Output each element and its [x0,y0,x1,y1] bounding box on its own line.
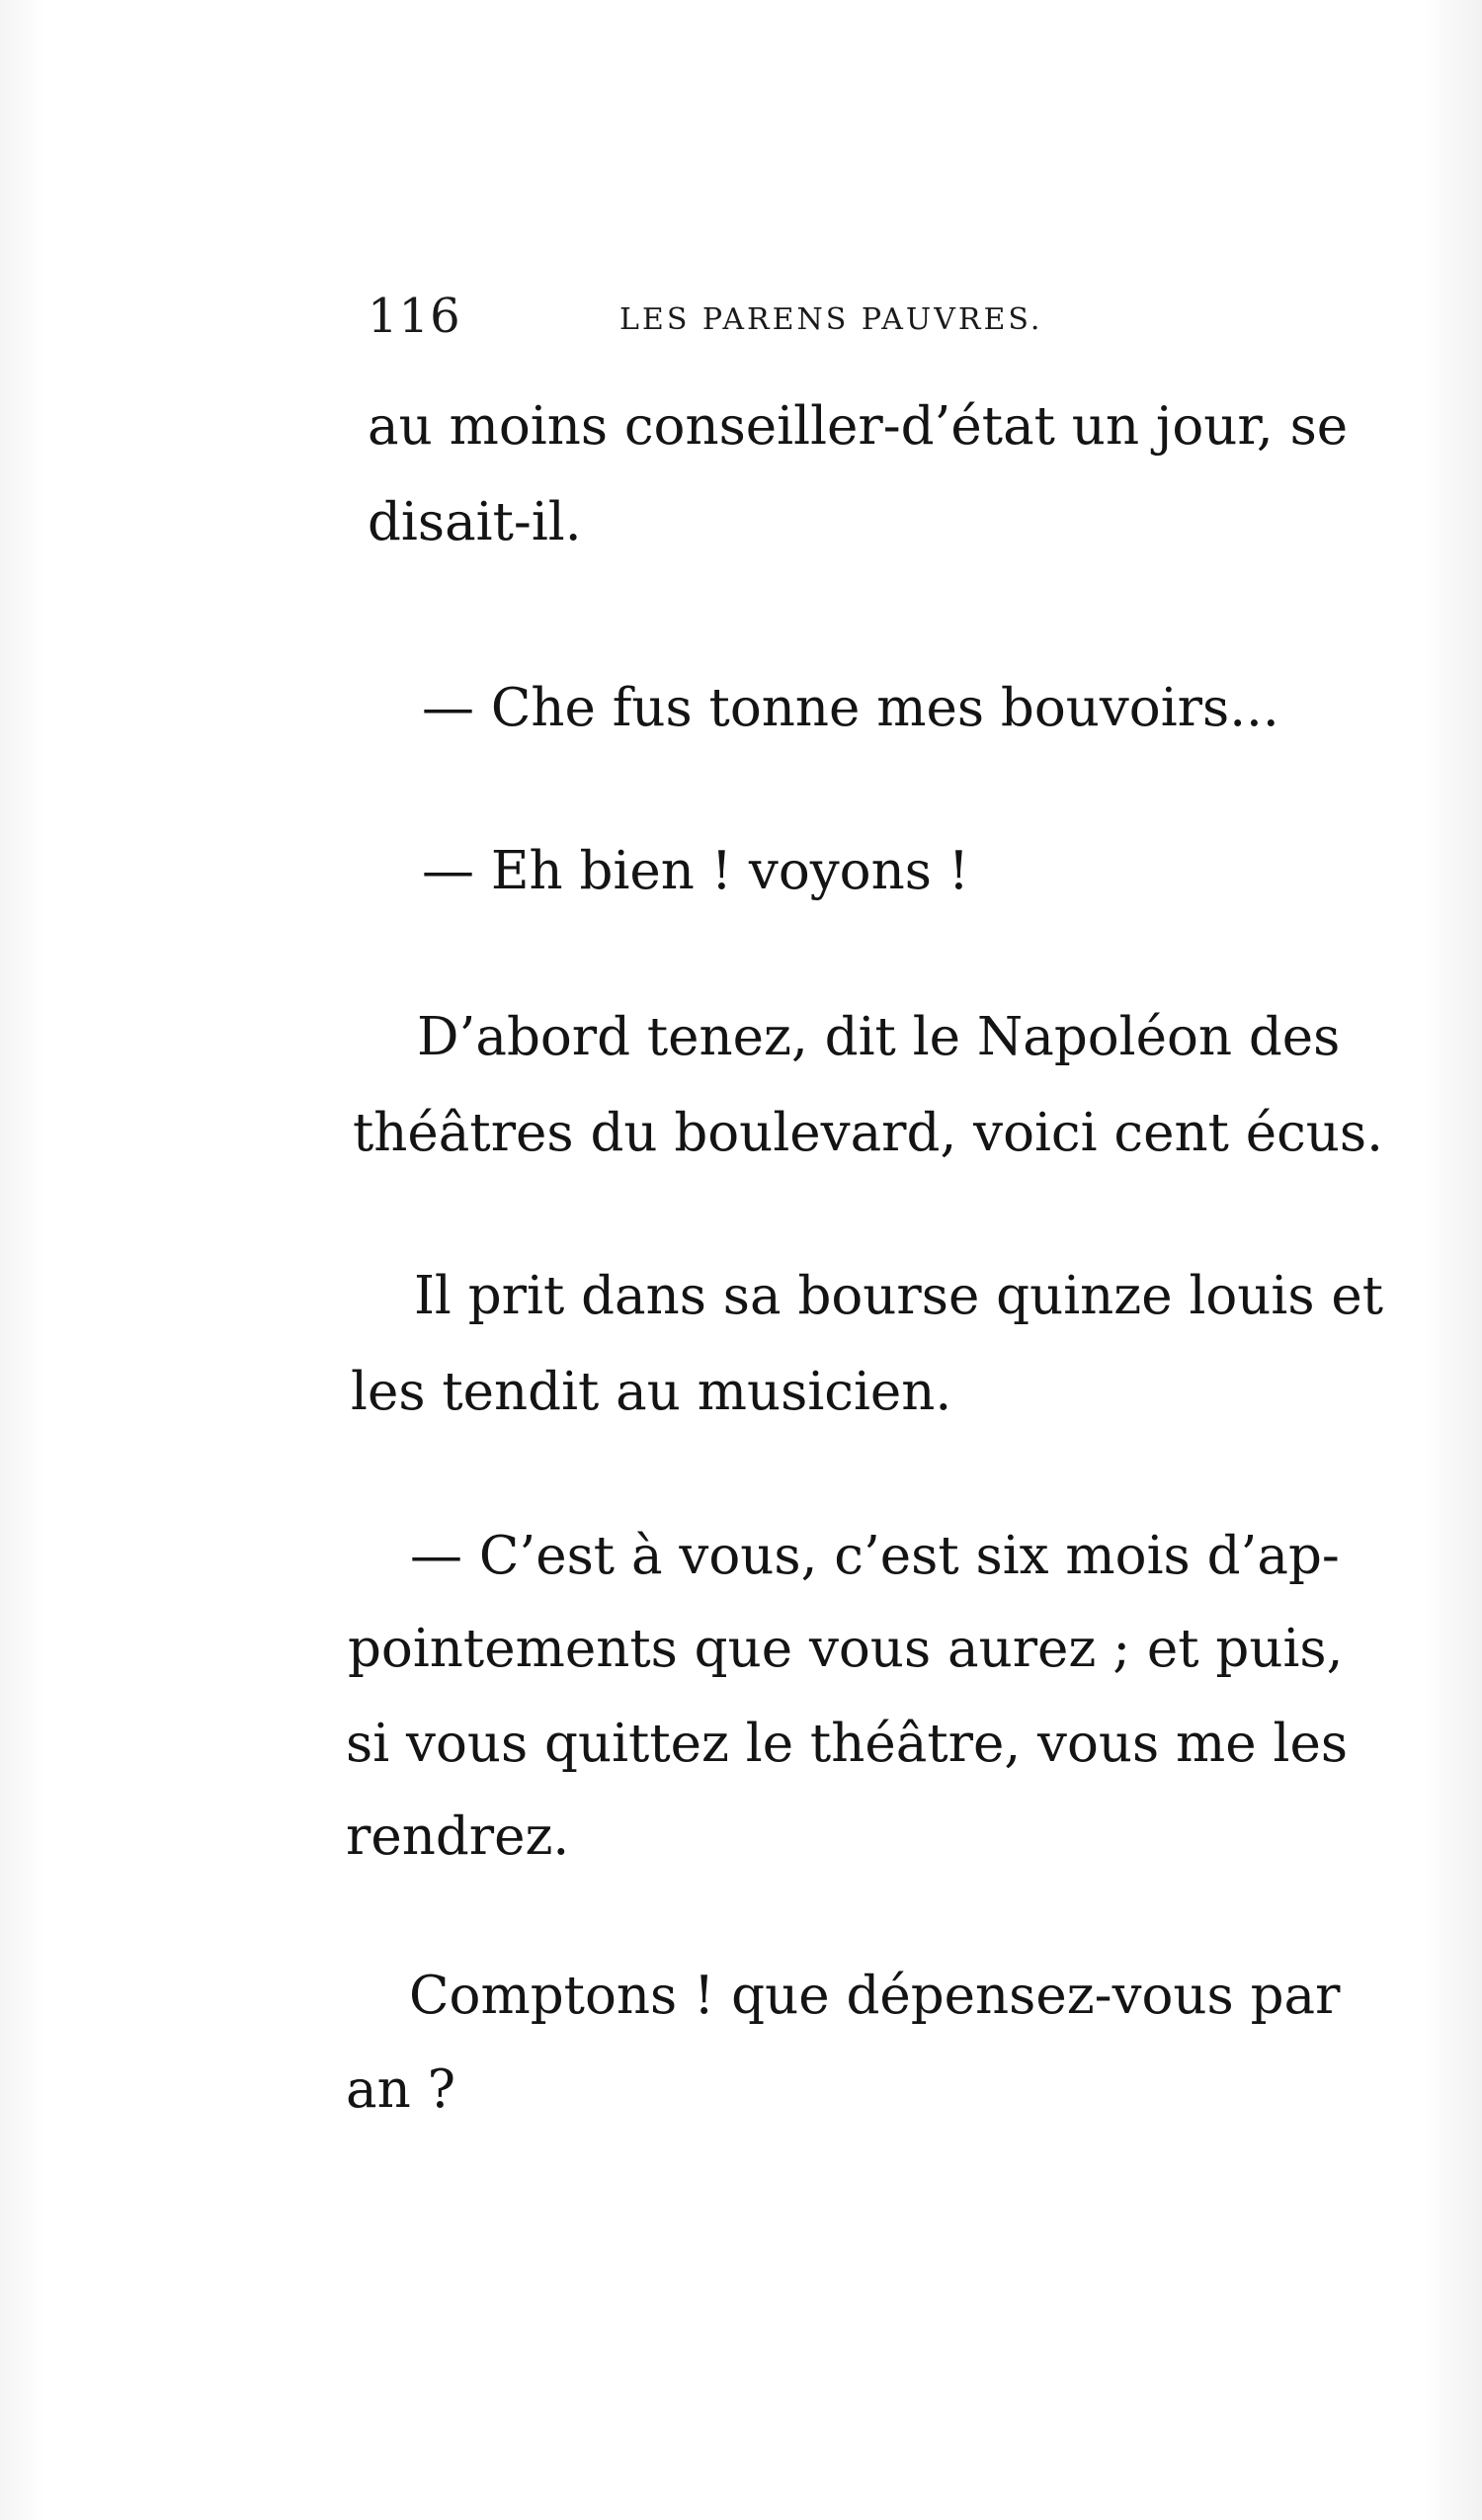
text-line: an ? [346,2059,455,2120]
text-line: les tendit au musicien. [351,1362,952,1422]
running-title: LES PARENS PAUVRES. [619,302,1043,337]
text-line: rendrez. [346,1806,570,1867]
text-line: — Che fus tonne mes bouvoirs... [422,678,1279,738]
text-line: D’abord tenez, dit le Napoléon des [417,1007,1341,1067]
text-line: au moins conseiller-d’état un jour, se [368,396,1349,457]
text-line: disait-il. [368,492,582,552]
page-number: 116 [368,289,461,344]
text-line: — Eh bien ! voyons ! [422,841,970,901]
text-line: si vous quittez le théâtre, vous me les [346,1714,1349,1774]
page-header [368,289,1138,348]
text-line: pointements que vous aurez ; et puis, [348,1619,1344,1679]
text-line: — C’est à vous, c’est six mois d’ap- [410,1526,1340,1586]
text-line: Comptons ! que dépensez-vous par [409,1966,1341,2026]
text-line: théâtres du boulevard, voici cent écus. [353,1103,1383,1163]
text-line: Il prit dans sa bourse quinze louis et [414,1266,1384,1326]
